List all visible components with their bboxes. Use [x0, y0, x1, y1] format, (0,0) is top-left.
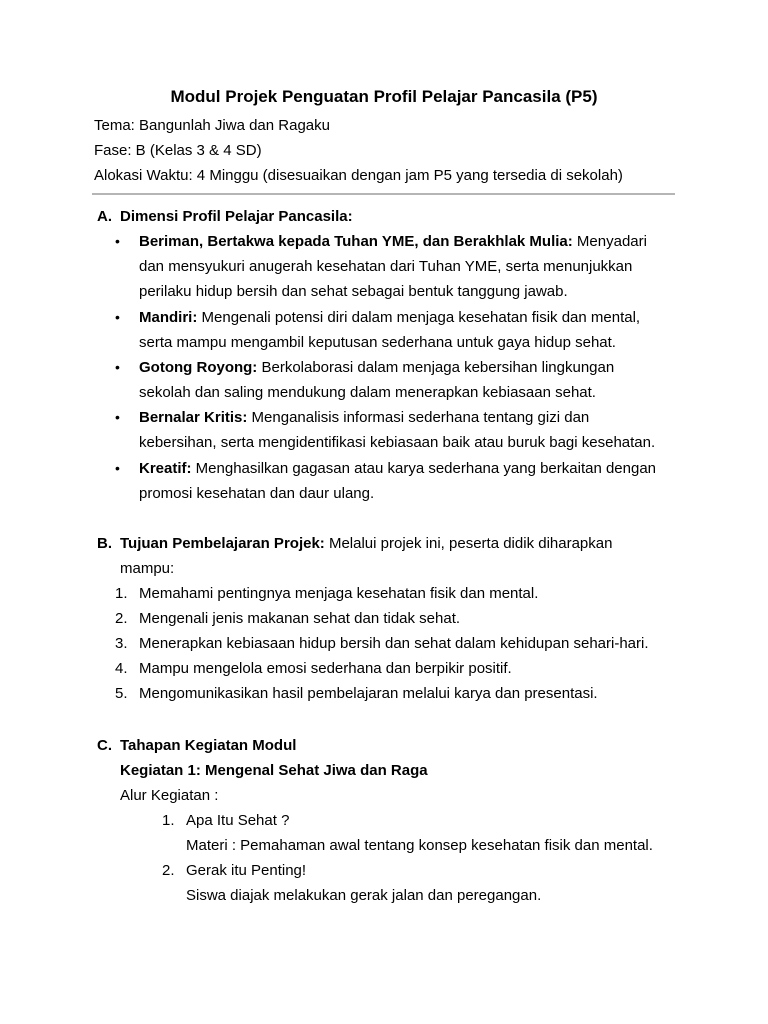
step-number: 2. [162, 862, 175, 879]
bullet-icon: • [115, 359, 120, 375]
list-item [115, 659, 512, 679]
step-detail: Materi : Pemahaman awal tentang konsep kesehatan fisik dan mental. [186, 837, 653, 854]
divider [92, 193, 675, 195]
dimension-text: sekolah dan saling mendukung dalam menerapkan kebiasaan sehat. [139, 384, 596, 401]
fase-line: Fase: B (Kelas 3 & 4 SD) [94, 142, 262, 159]
bullet-icon: • [115, 233, 120, 249]
list-item [115, 609, 461, 629]
list-item [115, 355, 684, 405]
step-number: 1. [162, 812, 175, 829]
bullet-icon: • [115, 409, 120, 425]
dimension-term: Gotong Royong: [139, 359, 258, 376]
dimension-text: dan mensyukuri anugerah kesehatan dari Tuhan YME, serta menunjukkan [139, 258, 633, 275]
section-a-letter: A. [97, 208, 112, 225]
list-item [115, 305, 684, 355]
list-item [115, 229, 684, 304]
dimension-text: serta mampu mengambil keputusan sederhana untuk gaya hidup sehat. [139, 334, 616, 351]
dimension-text: Menganalisis informasi sederhana tentang gizi dan [247, 409, 590, 426]
document-title: Modul Projek Penguatan Profil Pelajar Pancasila (P5) [170, 87, 598, 106]
objective-text: Mengomunikasikan hasil pembelajaran melalui karya dan presentasi. [139, 685, 598, 702]
list-item [115, 634, 649, 654]
dimension-text: Menghasilkan gagasan atau karya sederhana yang berkaitan dengan [191, 460, 657, 477]
step-title: Apa Itu Sehat ? [186, 812, 290, 829]
section-b-letter: B. [97, 535, 112, 552]
list-item [115, 456, 684, 506]
list-number: 4. [115, 660, 128, 677]
bullet-icon: • [115, 309, 120, 325]
list-number: 5. [115, 685, 128, 702]
objective-text: Menerapkan kebiasaan hidup bersih dan sehat dalam kehidupan sehari-hari. [139, 635, 649, 652]
section-b-intro: Melalui projek ini, peserta didik diharapkan [324, 535, 613, 552]
list-item [115, 584, 539, 604]
dimension-text: Menyadari [572, 233, 647, 250]
list-number: 3. [115, 635, 128, 652]
objective-text: Mampu mengelola emosi sederhana dan berpikir positif. [139, 660, 512, 677]
dimension-term: Bernalar Kritis: [139, 409, 248, 426]
list-number: 2. [115, 610, 128, 627]
section-b-title: Tujuan Pembelajaran Projek: [120, 535, 325, 552]
section-c-letter: C. [97, 737, 112, 754]
section-c-title: Tahapan Kegiatan Modul [120, 737, 297, 754]
alur-label: Alur Kegiatan : [120, 787, 219, 804]
dimension-text: Mengenali potensi diri dalam menjaga kesehatan fisik dan mental, [197, 309, 641, 326]
tema-line: Tema: Bangunlah Jiwa dan Ragaku [94, 117, 330, 134]
step-title: Gerak itu Penting! [186, 862, 307, 879]
dimension-text: kebersihan, serta mengidentifikasi kebiasaan baik atau buruk bagi kesehatan. [139, 434, 656, 451]
kegiatan-title: Kegiatan 1: Mengenal Sehat Jiwa dan Raga [120, 762, 428, 779]
dimension-text: promosi kesehatan dan daur ulang. [139, 485, 375, 502]
bullet-icon: • [115, 460, 120, 476]
section-b-intro-cont: mampu: [120, 560, 175, 577]
list-number: 1. [115, 585, 128, 602]
dimension-term: Mandiri: [139, 309, 198, 326]
section-a-title: Dimensi Profil Pelajar Pancasila: [120, 208, 353, 225]
list-item [115, 405, 684, 455]
section-b-heading [97, 534, 612, 554]
objective-text: Mengenali jenis makanan sehat dan tidak sehat. [139, 610, 461, 627]
alokasi-line: Alokasi Waktu: 4 Minggu (disesuaikan dengan jam P5 yang tersedia di sekolah) [94, 167, 623, 184]
objective-text: Memahami pentingnya menjaga kesehatan fisik dan mental. [139, 585, 539, 602]
step-detail: Siswa diajak melakukan gerak jalan dan peregangan. [186, 887, 542, 904]
dimension-term: Kreatif: [139, 460, 192, 477]
section-c-heading [97, 736, 296, 756]
dimension-text: Berkolaborasi dalam menjaga kebersihan lingkungan [257, 359, 615, 376]
list-item [115, 684, 598, 704]
dimension-term: Beriman, Bertakwa kepada Tuhan YME, dan Berakhlak Mulia: [139, 233, 573, 250]
dimension-text: perilaku hidup bersih dan sehat sebagai bentuk tanggung jawab. [139, 283, 568, 300]
section-a-heading [97, 207, 353, 227]
